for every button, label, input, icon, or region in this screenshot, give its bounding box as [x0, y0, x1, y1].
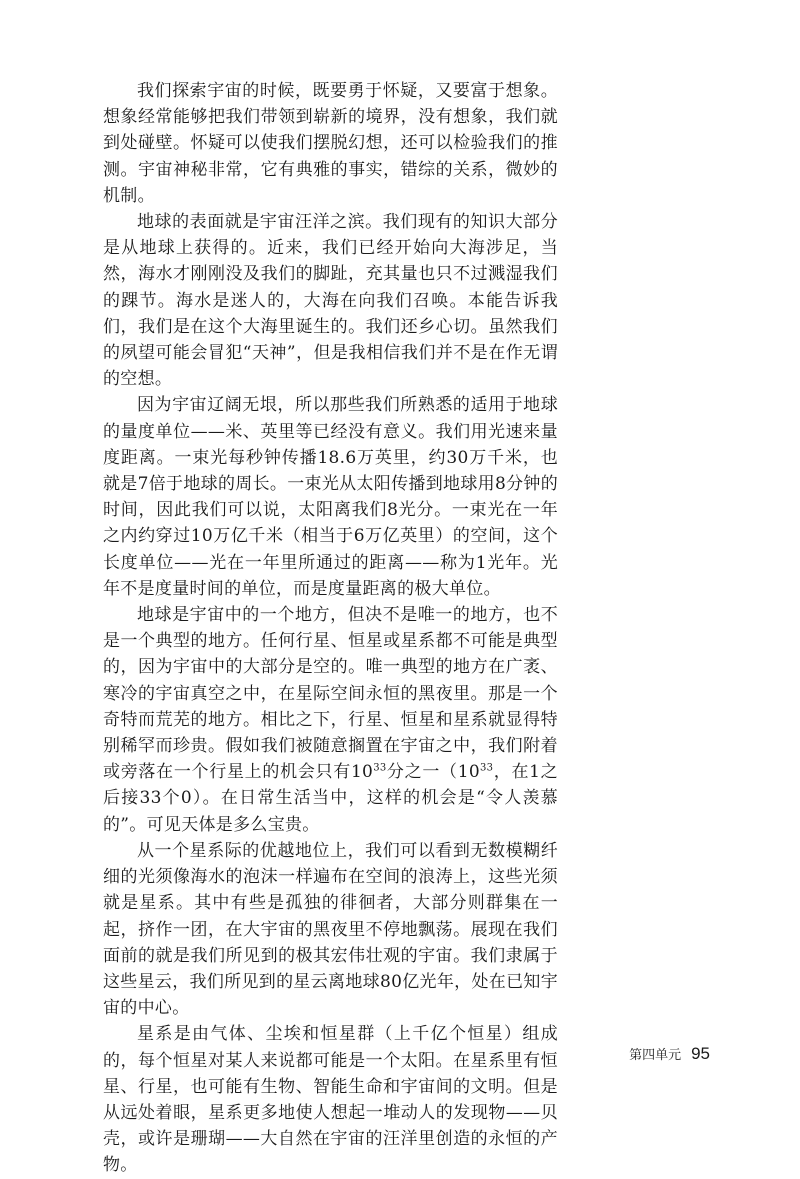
- paragraph-2: 地球的表面就是宇宙汪洋之滨。我们现有的知识大部分是从地球上获得的。近来，我们已经开始向大海涉足，当然，海水才刚刚没及我们的脚趾，充其量也只不过溅湿我们的踝节。海水是迷人的，大海在向我们召唤。本能告诉我们，我们是在这个大海里诞生的。我们还乡心切。虽然我们的夙望可能会冒犯“天神”，但是我相信我们并不是在作无谓的空想。: [103, 212, 558, 390]
- body-text: [103, 78, 558, 1179]
- exponent-1: 33: [373, 762, 387, 774]
- exponent-2: 33: [480, 762, 494, 774]
- paragraph-4-part-3: ，在1之后接33个0）。在日常生活当中，这样的机会是“令人羡慕的”。可见天体是多么宝贵。: [103, 762, 558, 835]
- page-footer: [629, 1044, 710, 1064]
- paragraph-3: 因为宇宙辽阔无垠，所以那些我们所熟悉的适用于地球的量度单位——米、英里等已经没有意义。我们用光速来量度距离。一束光每秒钟传播18.6万英里，约30万千米，也就是7倍于地球的周长。一束光从太阳传播到地球用8分钟的时间，因此我们可以说，太阳离我们8光分。一束光在一年之内约穿过10万亿千米（相当于6万亿英里）的空间，这个长度单位——光在一年里所通过的距离——称为1光年。光年不是度量时间的单位，而是度量距离的极大单位。: [103, 395, 558, 599]
- paragraph-6: 星系是由气体、尘埃和恒星群（上千亿个恒星）组成的，每个恒星对某人来说都可能是一个太阳。在星系里有恒星、行星，也可能有生物、智能生命和宇宙间的文明。但是从远处着眼，星系更多地使人想起一堆动人的发现物——贝壳，或许是珊瑚——大自然在宇宙的汪洋里创造的永恒的产物。: [103, 1024, 558, 1176]
- paragraph-4: [103, 602, 558, 838]
- paragraph-1: 我们探索宇宙的时候，既要勇于怀疑，又要富于想象。想象经常能够把我们带领到崭新的境界，没有想象，我们就到处碰壁。怀疑可以使我们摆脱幻想，还可以检验我们的推测。宇宙神秘非常，它有典雅的事实，错综的关系，微妙的机制。: [103, 81, 558, 206]
- paragraph-5: 从一个星系际的优越地位上，我们可以看到无数模糊纤细的光须像海水的泡沫一样遍布在空间的浪涛上，这些光须就是星系。其中有些是孤独的徘徊者，大部分则群集在一起，挤作一团，在大宇宙的黑夜里不停地飘荡。展现在我们面前的就是我们所见到的极其宏伟壮观的宇宙。我们隶属于这些星云，我们所见到的星云离地球80亿光年，处在已知宇宙的中心。: [103, 840, 558, 1019]
- paragraph-4-part-1: 地球是宇宙中的一个地方，但决不是唯一的地方，也不是一个典型的地方。任何行星、恒星或星系都不可能是典型的，因为宇宙中的大部分是空的。唯一典型的地方在广袤、寒冷的宇宙真空之中，在星际空间永恒的黑夜里。那是一个奇特而荒芜的地方。相比之下，行星、恒星和星系就显得特别稀罕而珍贵。假如我们被随意搁置在宇宙之中，我们附着或旁落在一个行星上的机会只有10: [103, 605, 558, 783]
- page-number: 95: [691, 1044, 710, 1063]
- unit-label: 第四单元: [629, 1048, 682, 1063]
- paragraph-4-part-2: 分之一（10: [386, 762, 480, 783]
